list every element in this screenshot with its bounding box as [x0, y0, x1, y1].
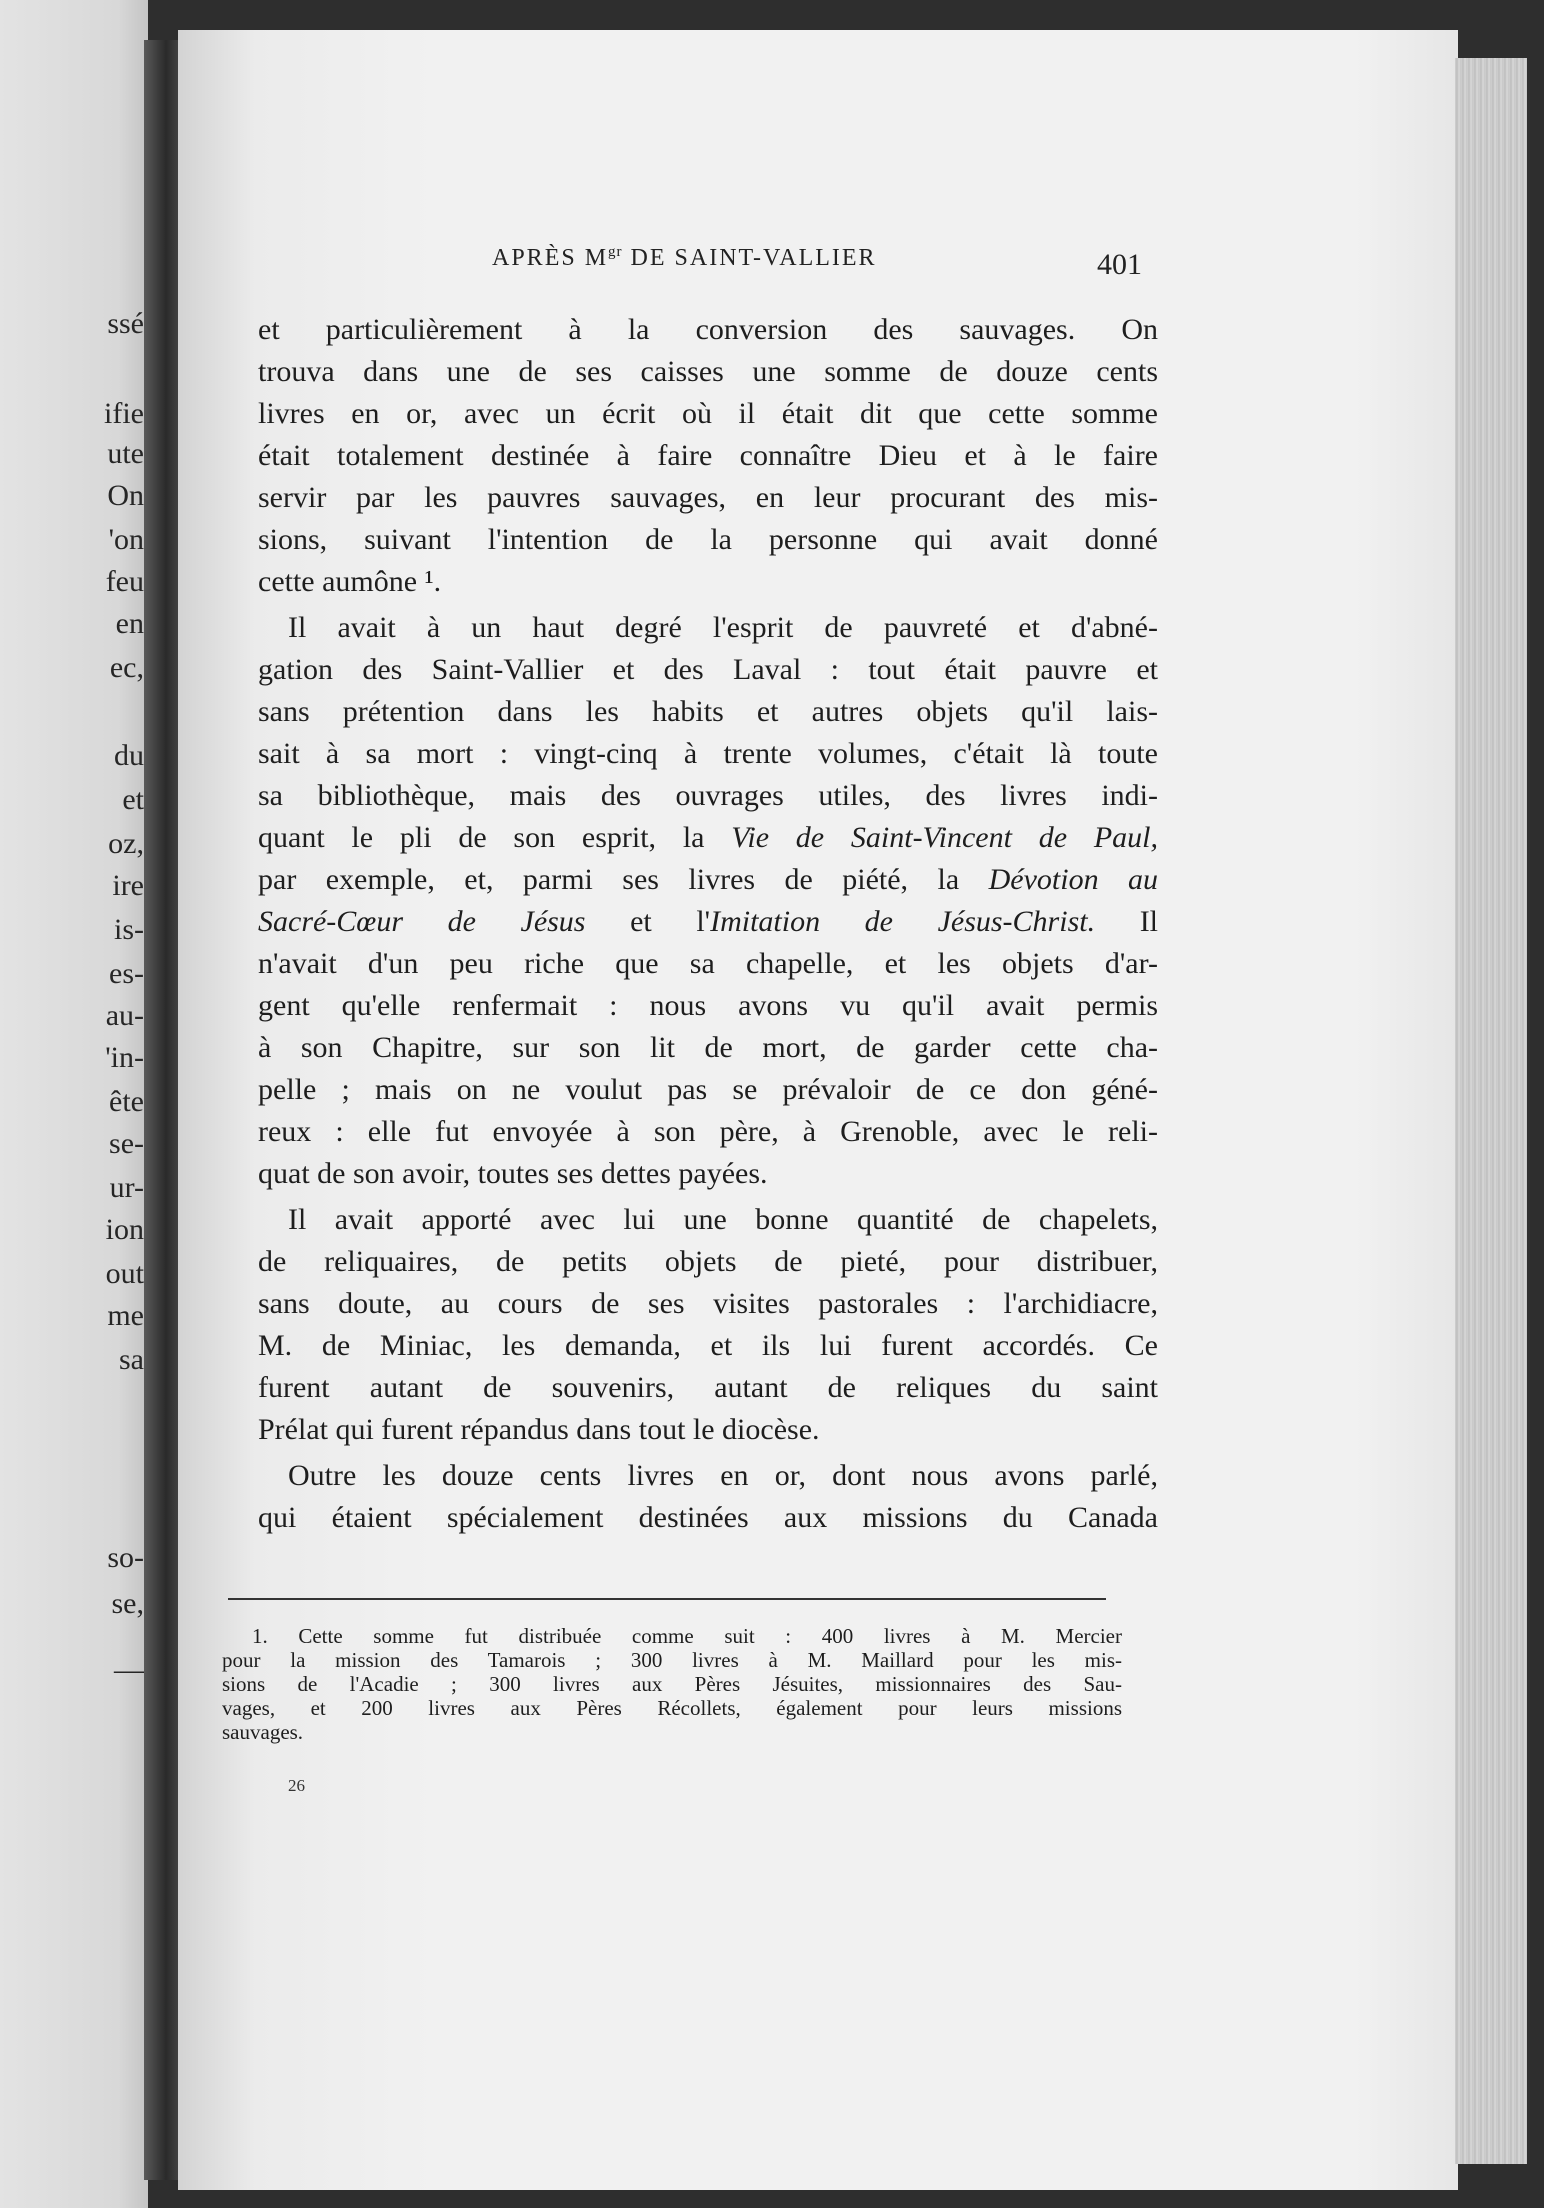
left-page-fragment: feu — [105, 565, 144, 598]
footnote-line: vages, et 200 livres aux Pères Récollets, également pour leurs missions — [222, 1696, 1122, 1720]
left-page-fragment: ssé — [107, 307, 144, 340]
text-line: gent qu'elle renfermait : nous avons vu qu'il avait permis — [258, 989, 1158, 1022]
text-line: furent autant de souvenirs, autant de reliques du saint — [258, 1371, 1158, 1404]
left-page-fragment: 'in- — [105, 1041, 144, 1074]
body-text — [258, 0, 1158, 2208]
left-page-fragment: du — [114, 739, 144, 772]
left-page-fragment: out — [105, 1257, 144, 1290]
left-page-fragment: On — [107, 479, 144, 512]
left-page-fragment: ec, — [109, 651, 144, 684]
left-page-fragment: sa — [119, 1343, 144, 1376]
text-line: sa bibliothèque, mais des ouvrages utiles, des livres indi- — [258, 779, 1158, 812]
left-page-fragment: se- — [109, 1127, 144, 1160]
left-page-fragment: es- — [109, 957, 144, 990]
text-line: livres en or, avec un écrit où il était dit que cette somme — [258, 397, 1158, 430]
page-number: 401 — [1097, 248, 1142, 281]
text-line: était totalement destinée à faire connaître Dieu et à le faire — [258, 439, 1158, 472]
text-line: trouva dans une de ses caisses une somme de douze cents — [258, 355, 1158, 388]
left-page-fragment: en — [115, 607, 144, 640]
footnote-line: sauvages. — [222, 1720, 304, 1744]
left-page-fragment: ur- — [109, 1171, 144, 1204]
italic-title: Dévotion au — [988, 863, 1159, 896]
text-line: par exemple, et, parmi ses livres de piété, la Dévotion au — [258, 863, 1159, 896]
text-line: pelle ; mais on ne voulut pas se prévaloir de ce don géné- — [258, 1073, 1158, 1106]
text-line: cette aumône ¹. — [258, 565, 442, 598]
text-line: sions, suivant l'intention de la personne qui avait donné — [258, 523, 1158, 556]
italic-title: Sacré-Cœur de Jésus — [258, 905, 586, 938]
italic-title: Imitation de Jésus-Christ. — [710, 905, 1096, 938]
text-line: et particulièrement à la conversion des sauvages. On — [258, 313, 1158, 346]
text-line: de reliquaires, de petits objets de pieté, pour distribuer, — [258, 1245, 1158, 1278]
left-page-fragment: ute — [107, 437, 144, 470]
text-line: n'avait d'un peu riche que sa chapelle, et les objets d'ar- — [258, 947, 1158, 980]
left-page-fragment: ire — [112, 869, 144, 902]
text-line: Sacré-Cœur de Jésus et l'Imitation de Jésus-Christ. Il — [258, 905, 1159, 938]
text-line: gation des Saint-Vallier et des Laval : tout était pauvre et — [258, 653, 1158, 686]
left-page-fragment: 'on — [108, 523, 144, 556]
left-page-fragment: me — [107, 1299, 144, 1332]
text-line: Outre les douze cents livres en or, dont nous avons parlé, — [288, 1459, 1158, 1492]
signature-mark: 26 — [288, 1776, 305, 1795]
footnote-rule — [228, 1598, 1106, 1600]
italic-title: Vie de Saint-Vincent de Paul, — [731, 821, 1159, 854]
footnote-line: sions de l'Acadie ; 300 livres aux Pères Jésuites, missionnaires des Sau- — [222, 1672, 1122, 1696]
text-line: reux : elle fut envoyée à son père, à Grenoble, avec le reli- — [258, 1115, 1158, 1148]
text-line: Il avait à un haut degré l'esprit de pauvreté et d'abné- — [288, 611, 1158, 644]
left-page-fragment: ion — [105, 1213, 144, 1246]
text-line: quat de son avoir, toutes ses dettes payées. — [258, 1157, 768, 1190]
text-line: M. de Miniac, les demanda, et ils lui furent accordés. Ce — [258, 1329, 1158, 1362]
footnote-line: pour la mission des Tamarois ; 300 livres à M. Maillard pour les mis- — [222, 1648, 1122, 1672]
text-line: sans doute, au cours de ses visites pastorales : l'archidiacre, — [258, 1287, 1158, 1320]
text-line: sans prétention dans les habits et autres objets qu'il lais- — [258, 695, 1158, 728]
left-page-fragment: so- — [107, 1541, 144, 1574]
running-head: APRÈS $M^{gr}$ DE SAINT-VALLIER — [492, 244, 877, 271]
left-page-fragment: — — [114, 1653, 144, 1686]
left-page-fragment: au- — [105, 999, 144, 1032]
text-line: sait à sa mort : vingt-cinq à trente volumes, c'était là toute — [258, 737, 1158, 770]
text-line: servir par les pauvres sauvages, en leur procurant des mis- — [258, 481, 1158, 514]
text-line: quant le pli de son esprit, la Vie de Saint-Vincent de Paul, — [258, 821, 1159, 854]
footnote-line: 1. Cette somme fut distribuée comme suit : 400 livres à M. Mercier — [252, 1624, 1122, 1648]
left-page — [0, 0, 148, 2208]
left-page-fragment: ifie — [104, 397, 144, 430]
page-edge — [1455, 58, 1527, 2164]
left-page-fragment: et — [122, 783, 144, 816]
left-page-fragment: is- — [114, 913, 144, 946]
left-page-fragment: ête — [109, 1085, 144, 1118]
left-page-fragment: oz, — [108, 827, 144, 860]
text-line: Il avait apporté avec lui une bonne quantité de chapelets, — [288, 1203, 1158, 1236]
text-line: Prélat qui furent répandus dans tout le diocèse. — [258, 1413, 820, 1446]
text-line: qui étaient spécialement destinées aux missions du Canada — [258, 1501, 1158, 1534]
text-line: à son Chapitre, sur son lit de mort, de garder cette cha- — [258, 1031, 1158, 1064]
left-page-fragment: se, — [111, 1587, 144, 1620]
